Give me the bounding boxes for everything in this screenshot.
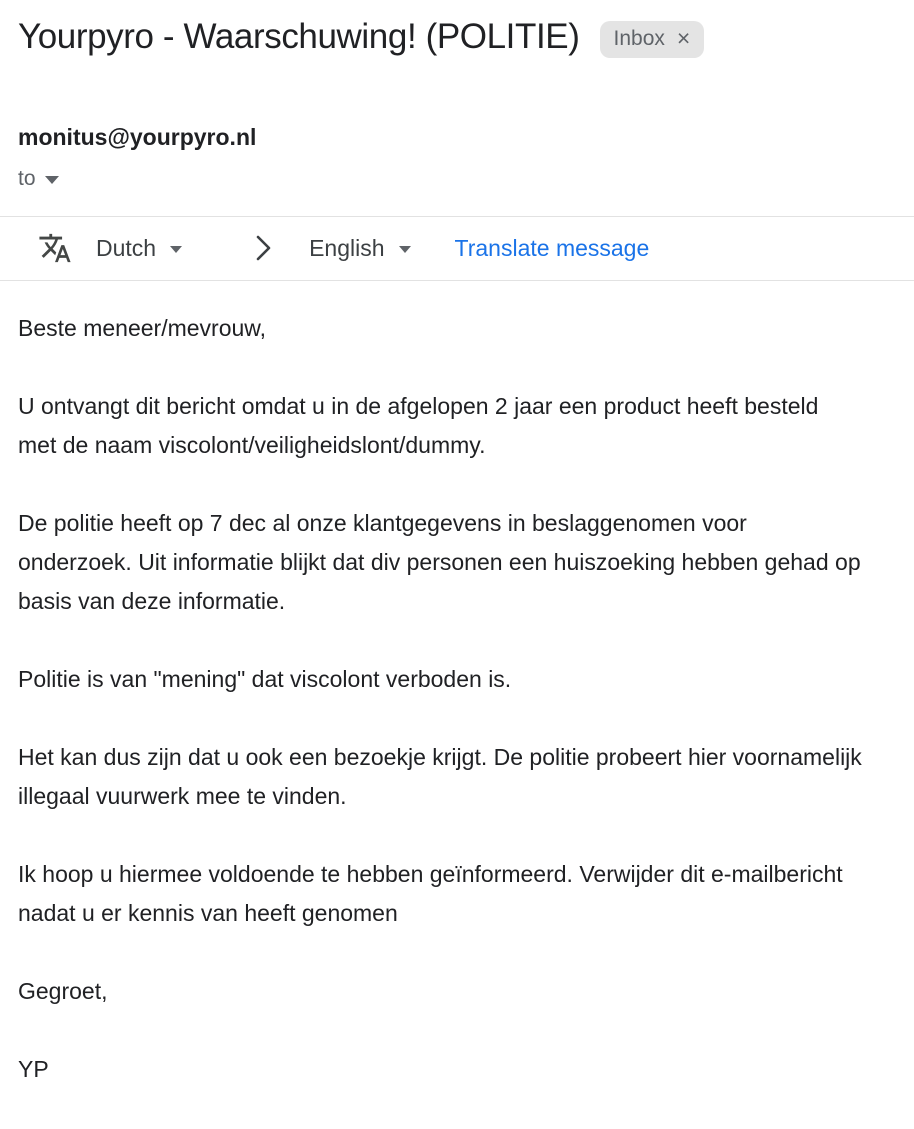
chevron-down-icon	[45, 176, 59, 184]
source-language-dropdown[interactable]	[96, 235, 182, 262]
email-subject: Yourpyro - Waarschuwing! (POLITIE)	[18, 17, 580, 56]
to-label: to	[18, 166, 36, 190]
body-paragraph: Gegroet,	[18, 977, 108, 1004]
inbox-label-text: Inbox	[613, 26, 665, 50]
inbox-label-chip[interactable]	[600, 21, 705, 58]
email-header	[0, 16, 914, 58]
body-paragraph: Ik hoop u hiermee voldoende te hebben geïnformeerd. Verwijder dit e-mailbericht nadat u er kennis van heeft genomen	[18, 860, 843, 926]
sender-block	[0, 124, 914, 191]
translate-message-link[interactable]: Translate message	[454, 234, 650, 261]
target-language-dropdown[interactable]	[309, 235, 410, 262]
body-paragraph: Politie is van "mening" dat viscolont verboden is.	[18, 665, 512, 692]
body-paragraph: U ontvangt dit bericht omdat u in de afgelopen 2 jaar een product heeft besteld met de naam viscolont/veiligheidslont/dummy.	[18, 392, 819, 458]
target-language-label: English	[309, 234, 385, 261]
sender-email[interactable]: monitus@yourpyro.nl	[18, 124, 257, 150]
body-paragraph: Het kan dus zijn dat u ook een bezoekje krijgt. De politie probeert hier voornamelijk illegaal vuurwerk mee te vinden.	[18, 743, 862, 809]
chevron-down-icon	[170, 246, 182, 253]
body-paragraph: De politie heeft op 7 dec al onze klantgegevens in beslaggenomen voor onderzoek. Uit informatie blijkt dat div personen een huiszoeking hebben gehad op basis van deze informatie.	[18, 509, 861, 614]
body-paragraph: YP	[18, 1055, 49, 1082]
source-language-label: Dutch	[96, 234, 157, 261]
body-paragraph: Beste meneer/mevrouw,	[18, 314, 267, 341]
chevron-down-icon	[399, 246, 411, 253]
email-body	[0, 309, 880, 1089]
chevron-right-icon	[254, 233, 273, 263]
close-icon[interactable]: ×	[676, 25, 691, 51]
translate-bar	[0, 216, 914, 281]
translate-icon	[38, 231, 72, 265]
recipient-details-toggle[interactable]	[18, 167, 59, 191]
